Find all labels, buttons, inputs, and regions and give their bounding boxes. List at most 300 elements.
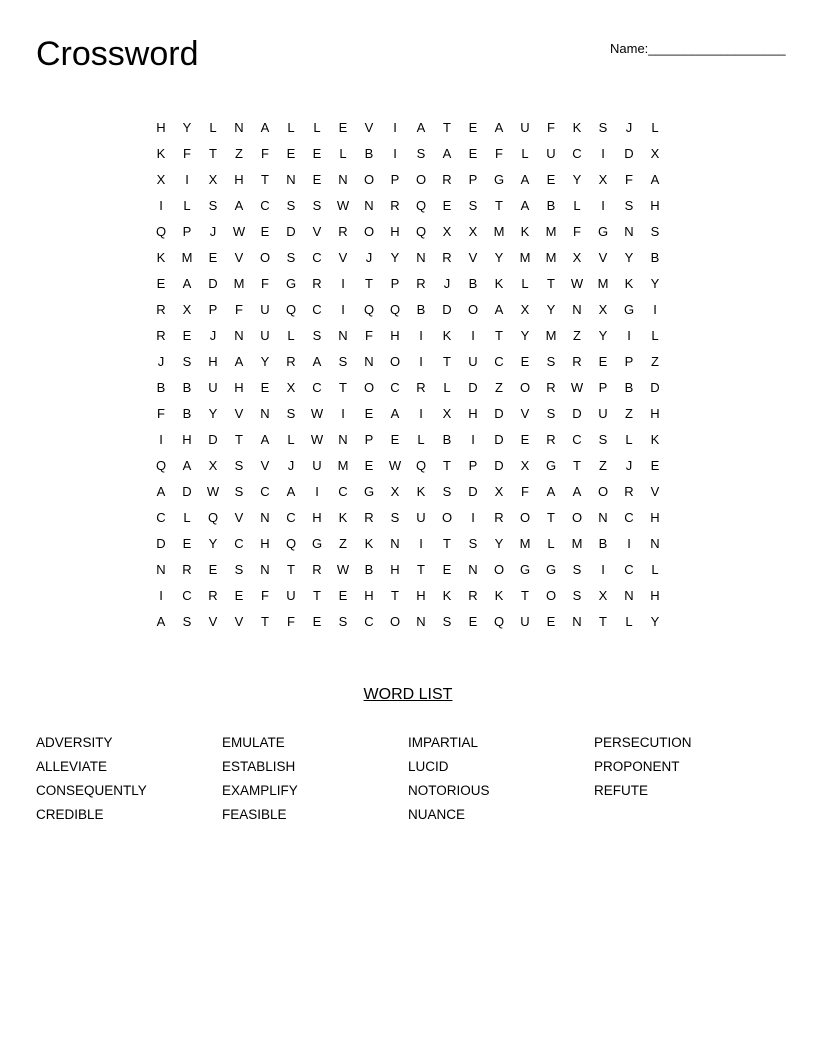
grid-cell: X — [156, 172, 166, 187]
grid-cell: V — [468, 250, 478, 265]
grid-cell: Q — [415, 458, 427, 473]
grid-cell: Y — [572, 172, 582, 187]
grid-cell: L — [417, 432, 425, 447]
grid-cell: E — [364, 458, 374, 473]
grid-cell: I — [159, 588, 163, 603]
grid-cell: U — [260, 302, 270, 317]
grid-cell: S — [650, 224, 660, 239]
grid-cell: X — [598, 302, 608, 317]
grid-cell: F — [235, 302, 243, 317]
grid-cell: T — [443, 354, 451, 369]
grid-cell: R — [546, 380, 556, 395]
grid-cell: H — [390, 328, 400, 343]
grid-row — [148, 351, 668, 377]
word-list-item: ESTABLISH — [222, 759, 296, 774]
grid-cell: Y — [650, 276, 660, 291]
grid-cell: L — [521, 276, 529, 291]
grid-cell: N — [650, 536, 660, 551]
grid-cell: L — [651, 120, 659, 135]
grid-cell: T — [443, 458, 451, 473]
grid-cell: N — [338, 328, 348, 343]
grid-cell: D — [208, 432, 218, 447]
grid-cell: Z — [573, 328, 581, 343]
grid-cell: G — [597, 224, 609, 239]
grid-cell: E — [182, 328, 192, 343]
grid-cell: S — [546, 406, 556, 421]
grid-cell: B — [364, 562, 374, 577]
grid-cell: V — [208, 614, 218, 629]
grid-cell: R — [312, 562, 322, 577]
grid-cell: X — [520, 302, 530, 317]
grid-cell: B — [442, 432, 452, 447]
grid-cell: X — [494, 484, 504, 499]
grid-cell: M — [545, 224, 557, 239]
grid-cell: X — [390, 484, 400, 499]
grid-cell: N — [572, 614, 582, 629]
grid-cell: P — [598, 380, 608, 395]
grid-cell: P — [364, 432, 374, 447]
word-list-column — [222, 731, 408, 827]
grid-cell: Y — [494, 250, 504, 265]
grid-cell: A — [234, 354, 244, 369]
grid-row — [148, 507, 668, 533]
grid-cell: W — [570, 380, 584, 395]
grid-cell: R — [442, 172, 452, 187]
grid-cell: N — [260, 510, 270, 525]
grid-cell: D — [182, 484, 192, 499]
grid-cell: S — [572, 562, 582, 577]
grid-cell: Z — [599, 458, 607, 473]
word-list-item: EXAMPLIFY — [222, 783, 298, 798]
grid-cell: X — [208, 458, 218, 473]
grid-cell: R — [416, 380, 426, 395]
grid-cell: Q — [415, 224, 427, 239]
grid-cell: U — [520, 614, 530, 629]
grid-cell: L — [183, 198, 191, 213]
grid-cell: P — [390, 172, 400, 187]
grid-cell: R — [156, 302, 166, 317]
grid-cell: R — [468, 588, 478, 603]
grid-cell: N — [624, 224, 634, 239]
grid-cell: E — [338, 588, 348, 603]
grid-cell: K — [156, 250, 166, 265]
grid-row — [148, 299, 668, 325]
grid-cell: I — [419, 406, 423, 421]
grid-cell: M — [519, 536, 531, 551]
grid-cell: Q — [155, 458, 167, 473]
grid-cell: M — [181, 250, 193, 265]
grid-cell: J — [625, 458, 633, 473]
grid-cell: V — [234, 614, 244, 629]
grid-cell: E — [312, 146, 322, 161]
grid-cell: V — [234, 406, 244, 421]
grid-row — [148, 455, 668, 481]
grid-row — [148, 377, 668, 403]
grid-cell: G — [545, 562, 557, 577]
grid-cell: I — [341, 406, 345, 421]
grid-cell: F — [261, 588, 269, 603]
grid-cell: L — [287, 120, 295, 135]
grid-cell: K — [364, 536, 374, 551]
word-list-item: IMPARTIAL — [408, 735, 479, 750]
grid-cell: E — [390, 432, 400, 447]
grid-cell: M — [337, 458, 349, 473]
grid-cell: V — [312, 224, 322, 239]
grid-cell: Q — [207, 510, 219, 525]
grid-cell: F — [573, 224, 581, 239]
grid-cell: Q — [389, 302, 401, 317]
grid-cell: U — [312, 458, 322, 473]
grid-cell: S — [442, 614, 452, 629]
grid-cell: A — [494, 302, 504, 317]
grid-cell: V — [598, 250, 608, 265]
grid-row — [148, 117, 668, 143]
grid-cell: A — [572, 484, 582, 499]
grid-cell: S — [182, 614, 192, 629]
grid-cell: L — [313, 120, 321, 135]
grid-cell: E — [260, 380, 270, 395]
word-list-column — [408, 731, 594, 827]
grid-cell: S — [312, 328, 322, 343]
grid-cell: T — [599, 614, 607, 629]
grid-cell: V — [338, 250, 348, 265]
grid-cell: Y — [260, 354, 270, 369]
grid-cell: R — [156, 328, 166, 343]
word-list-item: PERSECUTION — [594, 735, 692, 750]
grid-cell: N — [416, 250, 426, 265]
grid-cell: P — [624, 354, 634, 369]
grid-cell: L — [209, 120, 217, 135]
grid-cell: O — [441, 510, 453, 525]
word-list-item: ADVERSITY — [36, 735, 113, 750]
grid-cell: T — [495, 198, 503, 213]
grid-cell: L — [287, 432, 295, 447]
grid-cell: T — [573, 458, 581, 473]
grid-cell: H — [364, 588, 374, 603]
grid-cell: X — [442, 224, 452, 239]
grid-cell: S — [182, 354, 192, 369]
grid-cell: Y — [546, 302, 556, 317]
grid-cell: E — [598, 354, 608, 369]
word-list-item: EMULATE — [222, 735, 285, 750]
grid-cell: N — [286, 172, 296, 187]
grid-cell: S — [286, 406, 296, 421]
grid-cell: N — [338, 172, 348, 187]
grid-cell: D — [494, 432, 504, 447]
grid-cell: A — [286, 484, 296, 499]
grid-cell: A — [520, 198, 530, 213]
grid-cell: K — [416, 484, 426, 499]
grid-cell: O — [519, 380, 531, 395]
grid-cell: A — [494, 120, 504, 135]
grid-cell: G — [285, 276, 297, 291]
grid-cell: Q — [415, 198, 427, 213]
grid-cell: E — [468, 120, 478, 135]
grid-cell: N — [390, 536, 400, 551]
grid-cell: V — [234, 510, 244, 525]
grid-cell: I — [185, 172, 189, 187]
grid-cell: F — [365, 328, 373, 343]
grid-cell: C — [624, 562, 634, 577]
grid-cell: T — [547, 510, 555, 525]
grid-cell: U — [546, 146, 556, 161]
grid-cell: A — [650, 172, 660, 187]
grid-cell: W — [310, 406, 324, 421]
grid-cell: S — [234, 562, 244, 577]
grid-cell: N — [234, 328, 244, 343]
grid-row — [148, 611, 668, 637]
grid-cell: P — [390, 276, 400, 291]
grid-cell: L — [625, 432, 633, 447]
grid-cell: L — [547, 536, 555, 551]
grid-cell: K — [494, 588, 504, 603]
grid-cell: D — [468, 484, 478, 499]
grid-cell: Z — [235, 146, 243, 161]
grid-cell: G — [363, 484, 375, 499]
page-title: Crossword — [36, 35, 199, 73]
grid-cell: N — [338, 432, 348, 447]
grid-cell: Q — [285, 302, 297, 317]
grid-cell: L — [625, 614, 633, 629]
grid-cell: S — [312, 198, 322, 213]
grid-cell: U — [598, 406, 608, 421]
grid-cell: I — [653, 302, 657, 317]
grid-cell: Q — [493, 614, 505, 629]
grid-cell: Q — [155, 224, 167, 239]
grid-cell: E — [312, 614, 322, 629]
grid-cell: V — [364, 120, 374, 135]
grid-cell: T — [443, 120, 451, 135]
grid-cell: H — [182, 432, 192, 447]
grid-cell: Z — [625, 406, 633, 421]
grid-cell: V — [650, 484, 660, 499]
grid-cell: B — [416, 302, 426, 317]
grid-cell: G — [311, 536, 323, 551]
grid-cell: G — [493, 172, 505, 187]
grid-cell: O — [493, 562, 505, 577]
word-list-item: CONSEQUENTLY — [36, 783, 147, 798]
grid-cell: A — [156, 614, 166, 629]
grid-cell: O — [415, 172, 427, 187]
grid-cell: F — [547, 120, 555, 135]
grid-cell: B — [546, 198, 556, 213]
word-list-item: REFUTE — [594, 783, 648, 798]
grid-cell: C — [234, 536, 244, 551]
grid-cell: I — [341, 302, 345, 317]
grid-cell: H — [650, 588, 660, 603]
grid-cell: K — [624, 276, 634, 291]
grid-cell: B — [650, 250, 660, 265]
grid-cell: U — [520, 120, 530, 135]
grid-cell: W — [388, 458, 402, 473]
grid-cell: C — [572, 146, 582, 161]
grid-cell: H — [208, 354, 218, 369]
grid-cell: O — [363, 224, 375, 239]
grid-cell: Y — [650, 614, 660, 629]
grid-cell: E — [338, 120, 348, 135]
grid-cell: N — [156, 562, 166, 577]
grid-cell: H — [234, 172, 244, 187]
grid-row — [148, 247, 668, 273]
grid-cell: I — [471, 432, 475, 447]
grid-cell: T — [521, 588, 529, 603]
grid-cell: A — [156, 484, 166, 499]
grid-cell: I — [315, 484, 319, 499]
grid-cell: K — [442, 328, 452, 343]
grid-cell: R — [572, 354, 582, 369]
grid-cell: X — [598, 172, 608, 187]
grid-cell: Y — [624, 250, 634, 265]
grid-cell: C — [390, 380, 400, 395]
grid-cell: A — [416, 120, 426, 135]
grid-cell: K — [494, 276, 504, 291]
grid-cell: T — [235, 432, 243, 447]
grid-cell: M — [571, 536, 583, 551]
grid-cell: U — [208, 380, 218, 395]
grid-cell: S — [338, 354, 348, 369]
grid-cell: N — [572, 302, 582, 317]
grid-cell: W — [232, 224, 246, 239]
grid-cell: R — [494, 510, 504, 525]
grid-cell: K — [442, 588, 452, 603]
word-list-item: PROPONENT — [594, 759, 680, 774]
grid-row — [148, 325, 668, 351]
grid-cell: O — [389, 614, 401, 629]
grid-cell: A — [260, 432, 270, 447]
grid-row — [148, 273, 668, 299]
grid-cell: F — [287, 614, 295, 629]
grid-cell: E — [442, 198, 452, 213]
grid-row — [148, 533, 668, 559]
grid-cell: S — [208, 198, 218, 213]
grid-cell: S — [286, 198, 296, 213]
grid-cell: E — [546, 172, 556, 187]
grid-cell: C — [312, 250, 322, 265]
grid-cell: A — [520, 172, 530, 187]
grid-cell: T — [339, 380, 347, 395]
grid-cell: P — [468, 458, 478, 473]
grid-cell: D — [286, 224, 296, 239]
grid-cell: H — [156, 120, 166, 135]
grid-cell: E — [468, 146, 478, 161]
grid-cell: K — [520, 224, 530, 239]
grid-cell: M — [519, 250, 531, 265]
grid-cell: O — [597, 484, 609, 499]
grid-cell: E — [260, 224, 270, 239]
grid-cell: E — [442, 562, 452, 577]
grid-cell: H — [260, 536, 270, 551]
word-list-item: NOTORIOUS — [408, 783, 490, 798]
grid-cell: H — [650, 198, 660, 213]
grid-cell: B — [364, 146, 374, 161]
grid-cell: F — [625, 172, 633, 187]
grid-cell: I — [159, 432, 163, 447]
word-list-column — [36, 731, 222, 827]
grid-cell: E — [208, 250, 218, 265]
grid-cell: H — [468, 406, 478, 421]
grid-cell: T — [443, 536, 451, 551]
word-list — [36, 731, 780, 827]
grid-cell: E — [520, 354, 530, 369]
grid-row — [148, 221, 668, 247]
grid-cell: T — [261, 172, 269, 187]
grid-cell: Q — [285, 536, 297, 551]
grid-cell: D — [494, 406, 504, 421]
grid-cell: A — [234, 198, 244, 213]
grid-cell: N — [364, 198, 374, 213]
grid-cell: L — [651, 562, 659, 577]
grid-cell: M — [233, 276, 245, 291]
grid-cell: P — [468, 172, 478, 187]
grid-cell: S — [598, 120, 608, 135]
grid-cell: I — [393, 120, 397, 135]
grid-cell: Y — [208, 406, 218, 421]
grid-cell: S — [338, 614, 348, 629]
grid-cell: A — [182, 458, 192, 473]
grid-cell: M — [597, 276, 609, 291]
grid-cell: F — [157, 406, 165, 421]
grid-cell: I — [627, 328, 631, 343]
grid-cell: T — [261, 614, 269, 629]
grid-cell: J — [157, 354, 165, 369]
name-field: Name:___________________ — [610, 41, 786, 56]
grid-cell: H — [650, 510, 660, 525]
grid-cell: X — [598, 588, 608, 603]
grid-cell: R — [546, 432, 556, 447]
grid-cell: S — [416, 146, 426, 161]
word-list-title: WORD LIST — [363, 686, 453, 703]
grid-cell: I — [471, 510, 475, 525]
letter-grid — [148, 117, 668, 637]
grid-cell: E — [650, 458, 660, 473]
grid-cell: R — [442, 250, 452, 265]
grid-cell: C — [156, 510, 166, 525]
grid-row — [148, 481, 668, 507]
grid-cell: R — [624, 484, 634, 499]
grid-cell: A — [442, 146, 452, 161]
grid-cell: A — [390, 406, 400, 421]
grid-cell: O — [545, 588, 557, 603]
grid-cell: I — [393, 146, 397, 161]
grid-cell: E — [546, 614, 556, 629]
grid-cell: C — [338, 484, 348, 499]
grid-cell: H — [234, 380, 244, 395]
grid-cell: T — [287, 562, 295, 577]
grid-cell: H — [650, 406, 660, 421]
grid-cell: M — [545, 250, 557, 265]
grid-cell: E — [520, 432, 530, 447]
word-list-item: CREDIBLE — [36, 807, 104, 822]
grid-cell: N — [260, 562, 270, 577]
grid-cell: N — [260, 406, 270, 421]
grid-cell: J — [365, 250, 373, 265]
grid-cell: C — [494, 354, 504, 369]
grid-cell: C — [286, 510, 296, 525]
grid-row — [148, 195, 668, 221]
grid-cell: R — [364, 510, 374, 525]
grid-cell: I — [601, 562, 605, 577]
grid-cell: S — [234, 458, 244, 473]
grid-cell: I — [159, 198, 163, 213]
grid-cell: Y — [390, 250, 400, 265]
grid-cell: B — [624, 380, 634, 395]
grid-cell: S — [572, 588, 582, 603]
grid-cell: B — [182, 380, 192, 395]
grid-cell: S — [390, 510, 400, 525]
grid-cell: C — [312, 380, 322, 395]
grid-cell: J — [209, 328, 217, 343]
word-list-item: FEASIBLE — [222, 807, 287, 822]
